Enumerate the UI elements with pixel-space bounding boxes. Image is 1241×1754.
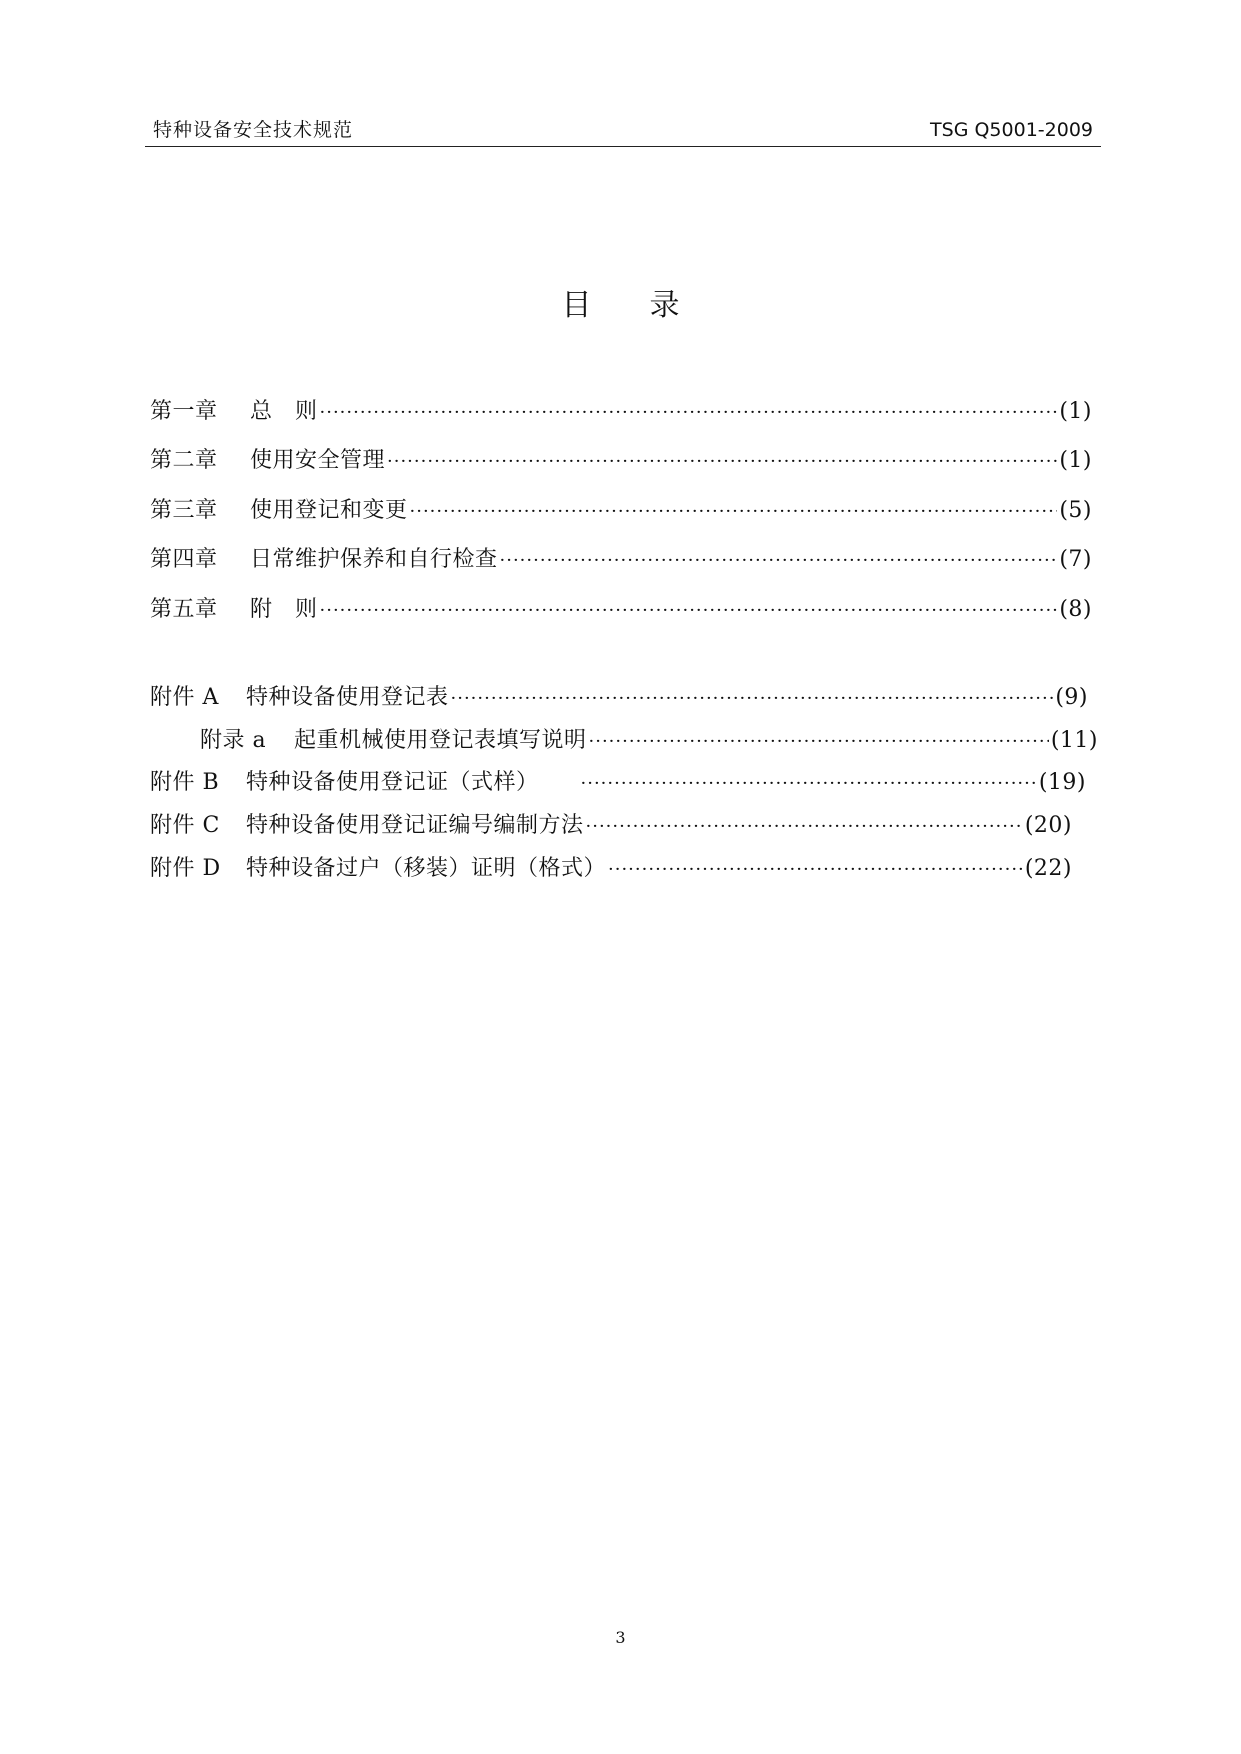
toc-entry-label: 附件 C	[150, 813, 220, 838]
toc-entry-title: 使用登记和变更	[250, 498, 408, 523]
toc-title: 目录	[561, 288, 738, 323]
toc-entry-label: 第三章	[150, 498, 218, 523]
toc-leader-dots	[320, 595, 1058, 626]
toc-leader-dots	[500, 545, 1058, 576]
toc-leader-dots	[451, 683, 1054, 714]
page-number: 3	[615, 1628, 626, 1647]
toc-entry-attachment-b[interactable]	[150, 768, 1086, 799]
toc-entry-title: 特种设备过户（移装）证明（格式）	[246, 856, 607, 881]
toc-entry-label: 第四章	[150, 547, 218, 572]
toc-leader-dots	[589, 726, 1049, 757]
toc-entry-attachment-a[interactable]	[150, 683, 1088, 714]
toc-entry-attachment-d[interactable]	[150, 854, 1072, 885]
toc-entry-title: 总 则	[250, 399, 318, 424]
toc-entry-page: (7)	[1059, 547, 1092, 572]
toc-entry-chapter-3[interactable]	[150, 496, 1092, 527]
toc-entry-title: 附 则	[250, 597, 318, 622]
toc-entry-label: 附件 D	[150, 856, 221, 881]
toc-leader-dots	[410, 496, 1058, 527]
toc-entry-label: 附件 B	[150, 770, 220, 795]
toc-entry-page: (9)	[1055, 685, 1088, 710]
toc-leader-dots	[320, 397, 1058, 428]
page-header	[145, 116, 1101, 147]
toc-entry-chapter-4[interactable]	[150, 545, 1092, 576]
toc-entry-label: 第二章	[150, 448, 218, 473]
toc-entry-title: 日常维护保养和自行检查	[250, 547, 498, 572]
toc-entry-page: (11)	[1050, 728, 1098, 753]
toc-entry-page: (22)	[1024, 856, 1072, 881]
toc-entry-attachment-c[interactable]	[150, 811, 1072, 842]
toc-entry-label: 附件 A	[150, 685, 219, 710]
toc-entry-page: (5)	[1059, 498, 1092, 523]
toc-entry-title: 起重机械使用登记表填写说明	[294, 728, 587, 753]
toc-entry-page: (1)	[1059, 448, 1092, 473]
toc-leader-dots	[586, 811, 1023, 842]
toc-entry-title: 特种设备使用登记证编号编制方法	[246, 813, 584, 838]
toc-entry-label: 附录 a	[200, 728, 267, 753]
toc-entry-page: (19)	[1038, 770, 1086, 795]
toc-entry-chapter-5[interactable]	[150, 595, 1092, 626]
toc-entry-page: (1)	[1059, 399, 1092, 424]
toc-entry-page: (20)	[1024, 813, 1072, 838]
toc-entry-appendix-a[interactable]	[200, 726, 1098, 757]
header-spec-title: 特种设备安全技术规范	[153, 119, 354, 141]
header-standard-code: TSG Q5001-2009	[930, 119, 1093, 141]
toc-leader-dots	[387, 446, 1057, 477]
toc-entry-chapter-1[interactable]	[150, 397, 1092, 428]
toc-entry-title: 使用安全管理	[250, 448, 386, 473]
toc-leader-dots	[581, 768, 1037, 799]
toc-entry-title: 特种设备使用登记证（式样）	[246, 770, 539, 795]
toc-entry-page: (8)	[1059, 597, 1092, 622]
toc-leader-dots	[608, 854, 1023, 885]
toc-entry-chapter-2[interactable]	[150, 446, 1092, 477]
toc-entry-label: 第五章	[150, 597, 218, 622]
toc-entry-label: 第一章	[150, 399, 218, 424]
toc-entry-title: 特种设备使用登记表	[246, 685, 449, 710]
